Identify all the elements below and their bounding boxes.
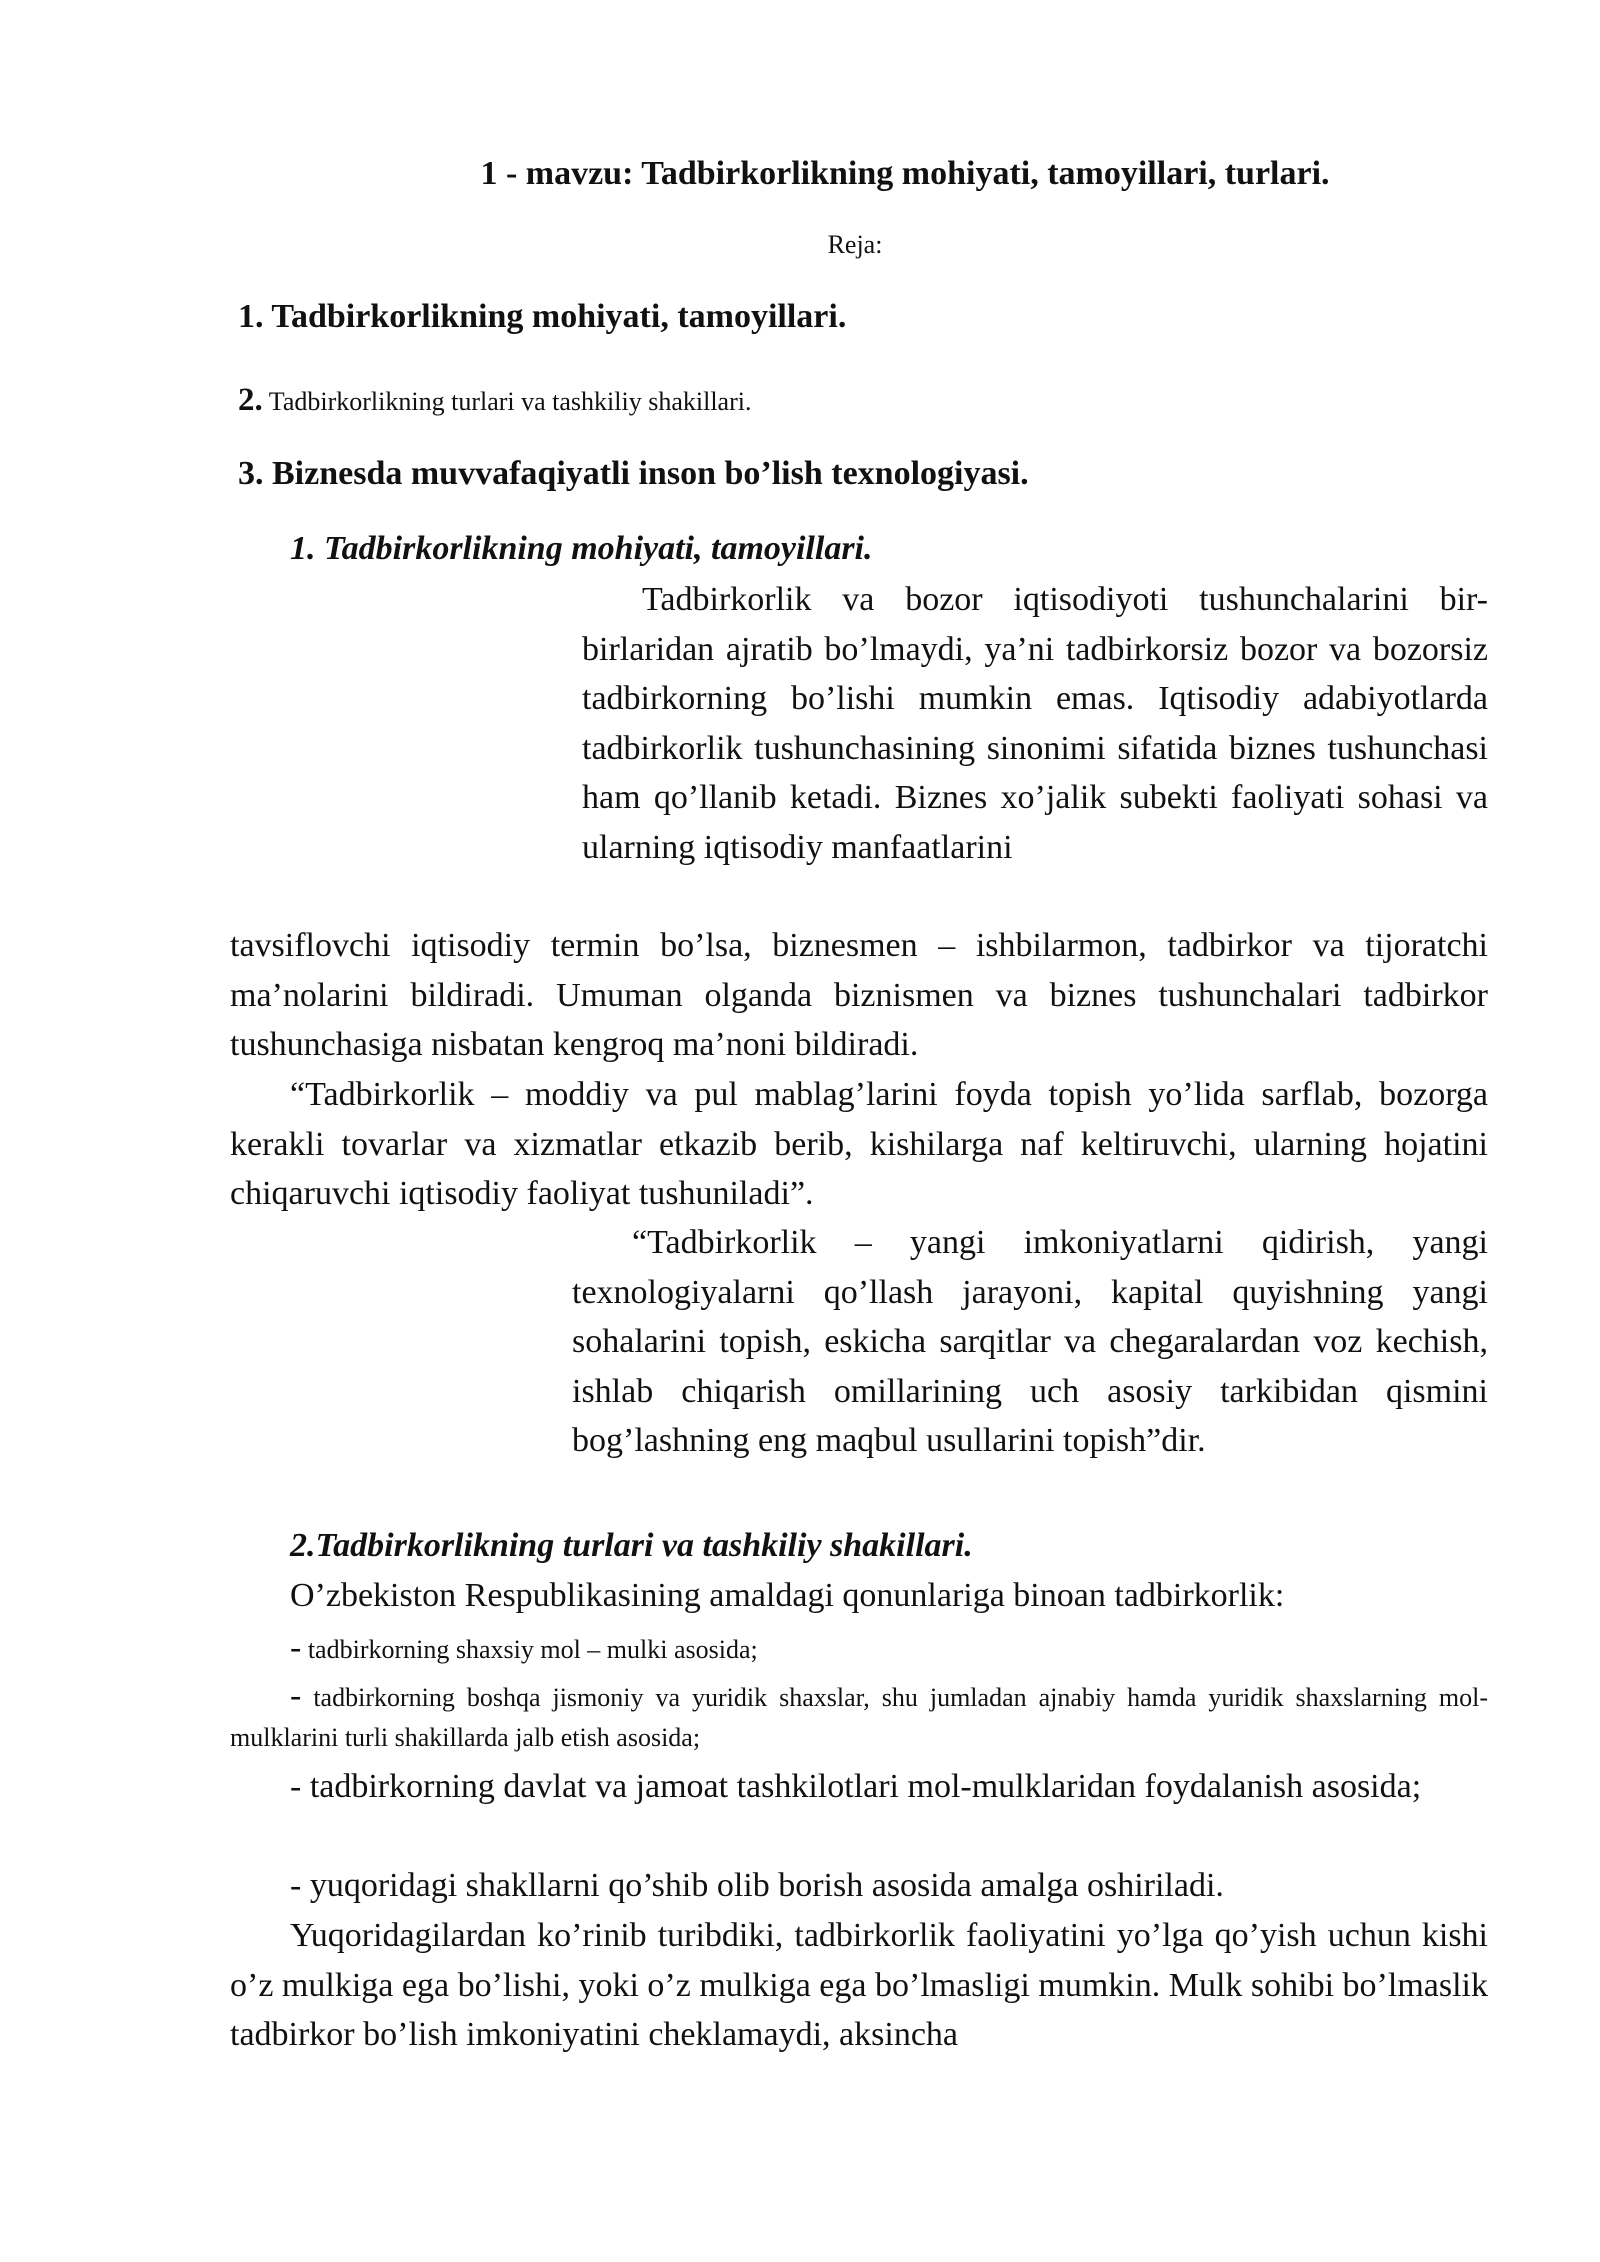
dash-bullet: - — [290, 1768, 302, 1805]
section-2-closing-paragraph: Yuqoridagilardan ko’rinib turibdiki, tadbirkorlik faoliyatini yo’lga qo’yish uchun kishi o’z mulkiga ega bo’lishi, yoki o’z mulkiga ega bo’lmasligi mumkin. Mulk sohibi bo’lmaslik tadbirkor bo’lish imkoniyatini cheklamaydi, aksincha — [230, 1917, 1488, 2053]
plan-item-number: 1. — [238, 298, 264, 335]
plan-item-3 — [238, 455, 1029, 493]
section-2-heading: 2.Tadbirkorlikning turlari va tashkiliy shakillari. — [290, 1527, 973, 1564]
list-item-text: tadbirkorning davlat va jamoat tashkilotlari mol-mulklaridan foydalanish asosida; — [309, 1768, 1422, 1805]
list-item — [290, 1628, 1488, 1670]
plan-item-text: Tadbirkorlikning mohiyati, tamoyillari. — [271, 298, 847, 335]
plan-item-text: Tadbirkorlikning turlari va tashkiliy shakillari. — [268, 387, 752, 416]
section-2-intro: O’zbekiston Respublikasining amaldagi qonunlariga binoan tadbirkorlik: — [290, 1577, 1285, 1614]
section-1-paragraph-2: tavsiflovchi iqtisodiy termin bo’lsa, biznesmen – ishbilarmon, tadbirkor va tijoratchi ma’nolarini bildiradi. Umuman olganda biznismen va biznes tushunchalari tadbirkor tushunchasiga nisbatan kengroq ma’noni bildiradi. — [230, 927, 1488, 1063]
plan-item-number: 3. — [238, 455, 264, 492]
plan-item-2 — [238, 382, 751, 419]
dash-bullet: - — [290, 1867, 302, 1904]
dash-bullet: - — [290, 1677, 302, 1714]
plan-item-1 — [238, 298, 846, 336]
list-item-text: yuqoridagi shakllarni qo’shib olib borish asosida amalga oshiriladi. — [309, 1867, 1224, 1904]
list-item — [230, 1762, 1488, 1812]
section-1-paragraph-4: “Tadbirkorlik – yangi imkoniyatlarni qidirish, yangi texnologiyalarni qo’llash jarayoni, kapital quyishning yangi sohalarini topish, eskicha sarqitlar va chegaralardan voz kechish, ishlab chiqarish omillarining uch asosiy tarkibidan qismini bog’lashning eng maqbul usullarini topish”dir. — [572, 1224, 1488, 1459]
plan-label: Reja: — [827, 230, 883, 259]
dash-bullet: - — [290, 1629, 302, 1666]
page-title: 1 - mavzu: Tadbirkorlikning mohiyati, tamoyillari, turlari. — [480, 155, 1330, 192]
plan-item-text: Biznesda muvvafaqiyatli inson bo’lish texnologiyasi. — [272, 455, 1029, 492]
section-1-paragraph-3: “Tadbirkorlik – moddiy va pul mablag’larini foyda topish yo’lida sarflab, bozorga kerakli tovarlar va xizmatlar etkazib berib, kishilarga naf keltiruvchi, ularning hojatini chiqaruvchi iqtisodiy faoliyat tushuniladi”. — [230, 1076, 1488, 1212]
section-1-heading: 1. Tadbirkorlikning mohiyati, tamoyillari. — [290, 530, 873, 567]
section-1-paragraph-1: Tadbirkorlik va bozor iqtisodiyoti tushunchalarini bir-birlaridan ajratib bo’lmaydi, ya’ni tadbirkorsiz bozor va bozorsiz tadbirkorning bo’lishi mumkin emas. Iqtisodiy adabiyotlarda tadbirkorlik tushunchasining sinonimi sifatida biznes tushunchasi ham qo’llanib ketadi. Biznes xo’jalik subekti faoliyati sohasi va ularning iqtisodiy manfaatlarini — [582, 581, 1488, 866]
list-item — [290, 1861, 1488, 1911]
list-item-text: tadbirkorning shaxsiy mol – mulki asosida; — [307, 1635, 758, 1664]
list-item — [230, 1676, 1488, 1758]
plan-item-number: 2. — [238, 382, 263, 418]
list-item-text: tadbirkorning boshqa jismoniy va yuridik shaxslar, shu jumladan ajnabiy hamda yuridik shaxslarning mol-mulklarini turli shakillarda jalb etish asosida; — [230, 1683, 1489, 1752]
